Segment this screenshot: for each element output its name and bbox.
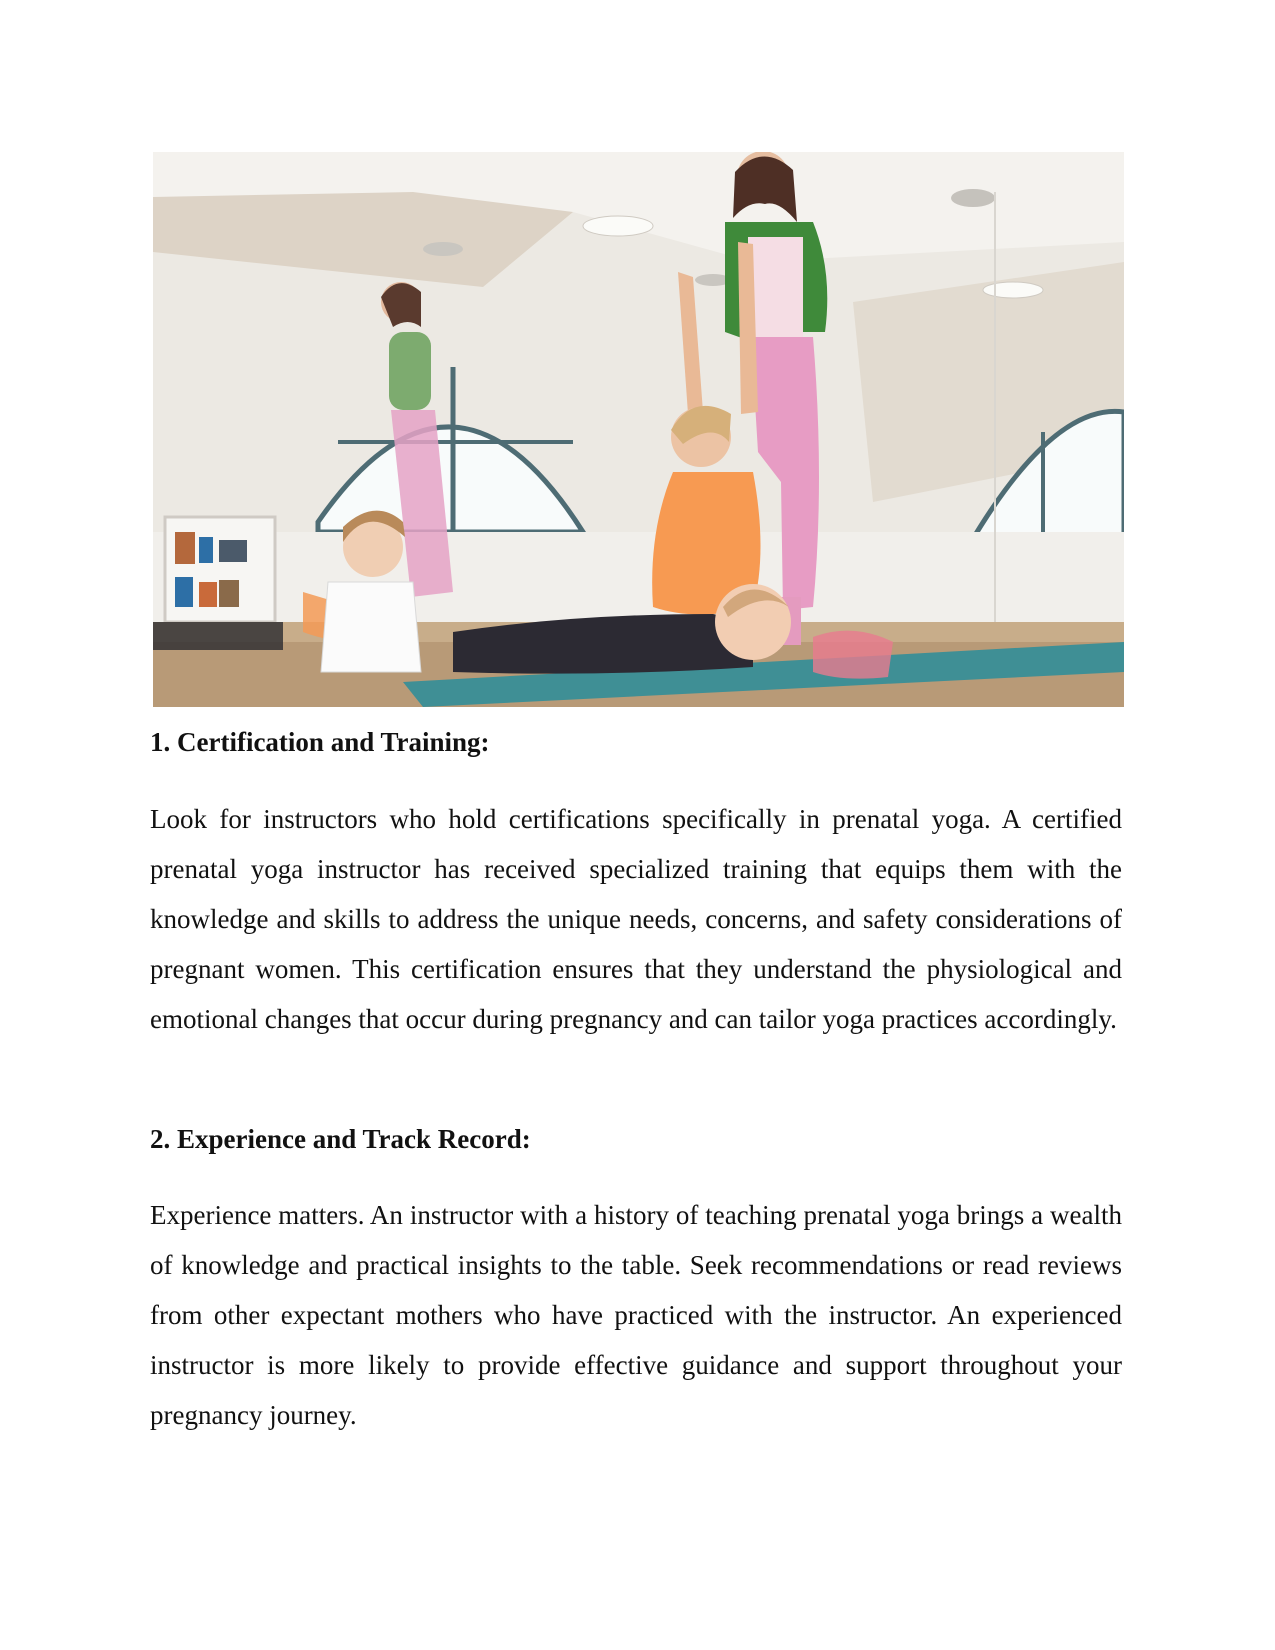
section-heading-experience: 2. Experience and Track Record:: [150, 1124, 531, 1154]
section-body-experience: Experience matters. An instructor with a history of teaching prenatal yoga brings a wealth of knowledge and practical insights to the table. Seek recommendations or read reviews from other expectant mothers who have practiced with the instructor. An experienced instructor is more likely to provide effective guidance and support throughout your pregnancy journey.: [150, 1200, 1122, 1430]
section-body-certification: Look for instructors who hold certifications specifically in prenatal yoga. A certified prenatal yoga instructor has received specialized training that equips them with the knowledge and skills to address the unique needs, concerns, and safety considerations of pregnant women. This certification ensures that they understand the physiological and emotional changes that occur during pregnancy and can tailor yoga practices accordingly.: [150, 804, 1122, 1034]
section-heading-certification: 1. Certification and Training:: [150, 727, 490, 757]
photo-illustration: [153, 152, 1124, 707]
prenatal-yoga-photo: [153, 152, 1124, 707]
